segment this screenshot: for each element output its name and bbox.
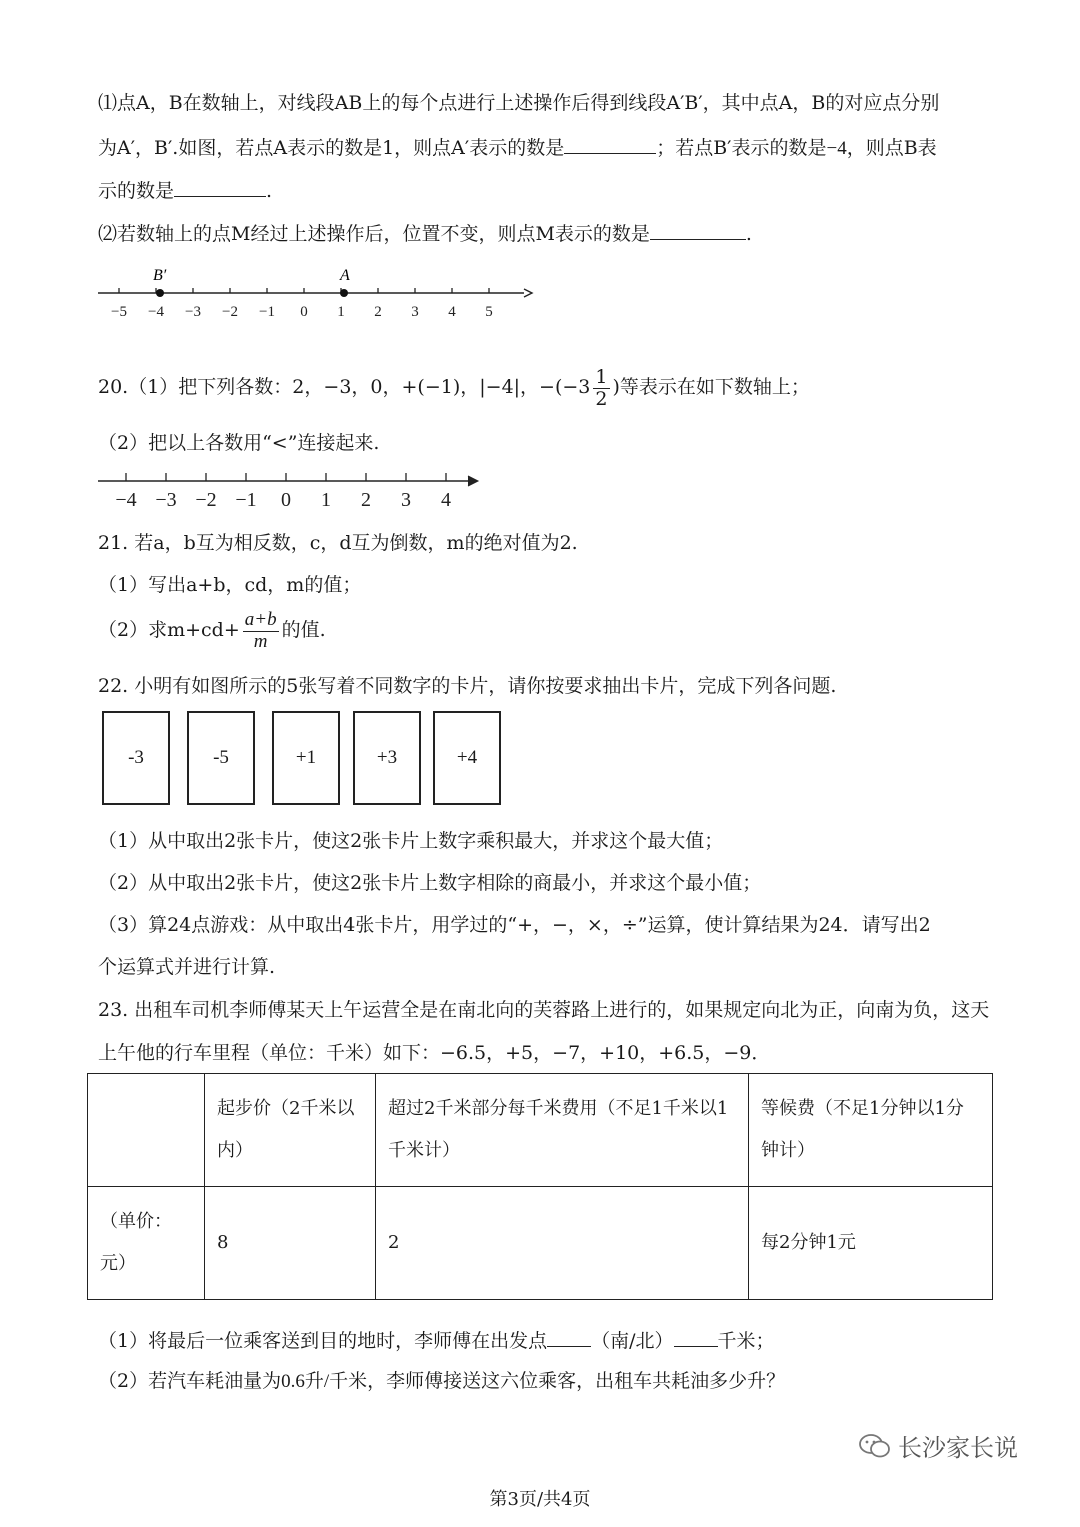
q23-sub1 bbox=[98, 1330, 775, 1351]
q23-line1: 23. 出租车司机李师傅某天上午运营全是在南北向的芙蓉路上进行的，如果规定向北为正，向南为负，这天 bbox=[98, 999, 990, 1021]
q19-part1-line1: ⑴点A，B在数轴上，对线段AB上的每个点进行上述操作后得到线段A′B′，其中点A，B的对应点分别 bbox=[98, 92, 940, 114]
q22-sub3-line2: 个运算式并进行计算. bbox=[98, 956, 276, 978]
q23-text-e: ，李师傅接送这六位乘客，出租车共耗油多少升？ bbox=[367, 1370, 786, 1392]
axis-tick-label: 4 bbox=[441, 489, 451, 511]
q20-text-a: 20.（1）把下列各数：2，−3，0，+(−1)，|−4|，−(−3 bbox=[98, 376, 591, 398]
q23-text-a: （1）将最后一位乘客送到目的地时，李师傅在出发点 bbox=[98, 1330, 548, 1352]
answer-blank[interactable] bbox=[547, 1330, 591, 1347]
q20-fraction: $\frac{1}{2}$ bbox=[595, 365, 608, 410]
q19-part2: ⑵若数轴上的点M经过上述操作后，位置不变，则点M表示的数是 . bbox=[98, 223, 752, 245]
q23-sub2 bbox=[98, 1372, 785, 1391]
q19-text-c: ，则点B表 bbox=[846, 137, 937, 159]
table-cell: 等候费（不足1分钟以1分钟计） bbox=[749, 1074, 993, 1187]
q20-text-b: )等表示在如下数轴上； bbox=[612, 376, 810, 398]
axis-tick-label: −1 bbox=[259, 304, 275, 320]
answer-blank[interactable] bbox=[174, 180, 266, 197]
axis-tick-label: 2 bbox=[374, 304, 382, 320]
axis-tick-label: 0 bbox=[281, 489, 291, 511]
page-footer: 第3页/共4页 bbox=[489, 1489, 591, 1510]
q23-text-d: （2）若汽车耗油量为 bbox=[98, 1370, 282, 1392]
table-cell: （单价：元） bbox=[88, 1187, 205, 1300]
axis-tick-label: −3 bbox=[185, 304, 201, 320]
axis-tick-label: −5 bbox=[111, 304, 127, 320]
table-cell: 起步价（2千米以内） bbox=[205, 1074, 376, 1187]
q20-number-line bbox=[94, 468, 494, 514]
axis-tick-label: −3 bbox=[155, 489, 177, 511]
table-row bbox=[88, 1187, 993, 1300]
card-4: +3 bbox=[353, 711, 421, 805]
q19-part1-line2 bbox=[98, 137, 937, 158]
point-a bbox=[340, 289, 348, 297]
table-cell: 8 bbox=[205, 1187, 376, 1300]
q23-line2: 上午他的行车里程（单位：千米）如下：−6.5，+5，−7，+10，+6.5，−9． bbox=[98, 1042, 771, 1064]
answer-blank[interactable] bbox=[650, 223, 746, 240]
q21-text-a: （2）求m+cd+ bbox=[98, 619, 240, 641]
axis-tick-label: −4 bbox=[148, 304, 164, 320]
q20-line1 bbox=[98, 364, 810, 410]
card-2: -5 bbox=[187, 711, 255, 805]
card-5: +4 bbox=[433, 711, 501, 805]
axis-tick-label: 5 bbox=[485, 304, 493, 320]
table-cell: 每2分钟1元 bbox=[749, 1187, 993, 1300]
axis-arrow bbox=[524, 289, 532, 297]
q23-text-b: （南/北） bbox=[591, 1330, 674, 1352]
watermark bbox=[858, 1428, 1018, 1463]
point-b-prime bbox=[156, 289, 164, 297]
axis-tick-label: 1 bbox=[337, 304, 345, 320]
axis-tick-label: 0 bbox=[300, 304, 308, 320]
label-b-prime: B′ bbox=[153, 267, 167, 284]
axis-tick-label: 3 bbox=[411, 304, 419, 320]
table-cell: 超过2千米部分每千米费用（不足1千米以1千米计） bbox=[376, 1074, 749, 1187]
wechat-icon bbox=[858, 1432, 892, 1460]
q19-number-line bbox=[94, 262, 538, 322]
answer-blank[interactable] bbox=[564, 137, 656, 154]
axis-tick-label: −4 bbox=[115, 489, 137, 511]
q23-text-c: 千米； bbox=[717, 1330, 775, 1352]
axis-tick-label: −1 bbox=[235, 489, 257, 511]
axis-tick-label: 4 bbox=[448, 304, 456, 320]
label-a: A bbox=[340, 267, 350, 284]
card-1: -3 bbox=[102, 711, 170, 805]
axis-arrow bbox=[468, 476, 478, 486]
table-cell bbox=[88, 1074, 205, 1187]
q21-line3 bbox=[98, 608, 326, 652]
answer-blank[interactable] bbox=[674, 1330, 718, 1347]
q19-text-d: 示的数是 bbox=[98, 180, 175, 202]
axis-tick-label: 1 bbox=[321, 489, 331, 511]
fee-table bbox=[87, 1073, 993, 1300]
q21-fraction: $\frac{a+b}{m}$ bbox=[244, 608, 277, 652]
card-3: +1 bbox=[272, 711, 340, 805]
q22-sub1: （1）从中取出2张卡片，使这2张卡片上数字乘积最大，并求这个最大值； bbox=[98, 830, 724, 852]
q21-line1: 21. 若a，b互为相反数，c，d互为倒数，m的绝对值为2. bbox=[98, 532, 578, 554]
q22-sub3-line1: （3）算24点游戏：从中取出4张卡片，用学过的“+，−，×，÷”运算，使计算结果为24．请写出2 bbox=[98, 914, 931, 936]
q19-value: −4 bbox=[826, 138, 847, 159]
q19-text-b: ；若点B′表示的数是 bbox=[656, 137, 827, 159]
q19-part2-text: ⑵若数轴上的点M经过上述操作后，位置不变，则点M表示的数是 bbox=[98, 223, 650, 245]
q21-line2: （1）写出a+b，cd，m的值； bbox=[98, 574, 362, 596]
axis-tick-label: 2 bbox=[361, 489, 371, 511]
watermark-text: 长沙家长说 bbox=[898, 1434, 1018, 1462]
q20-line2: （2）把以上各数用“<”连接起来. bbox=[98, 432, 380, 454]
axis-tick-label: −2 bbox=[195, 489, 217, 511]
q19-part1-line3: 示的数是 . bbox=[98, 180, 273, 202]
axis-tick-label: −2 bbox=[222, 304, 238, 320]
table-cell: 2 bbox=[376, 1187, 749, 1300]
q22-line1: 22. 小明有如图所示的5张写着不同数字的卡片，请你按要求抽出卡片，完成下列各问题. bbox=[98, 675, 837, 697]
q21-text-b: 的值. bbox=[281, 619, 326, 641]
q23-value: 0.6升/千米 bbox=[281, 1371, 368, 1392]
q22-sub2: （2）从中取出2张卡片，使这2张卡片上数字相除的商最小，并求这个最小值； bbox=[98, 872, 762, 894]
q19-text-a: 为A′，B′.如图，若点A表示的数是1，则点A′表示的数是 bbox=[98, 137, 565, 159]
axis-tick-label: 3 bbox=[401, 489, 411, 511]
table-header-row bbox=[88, 1074, 993, 1187]
